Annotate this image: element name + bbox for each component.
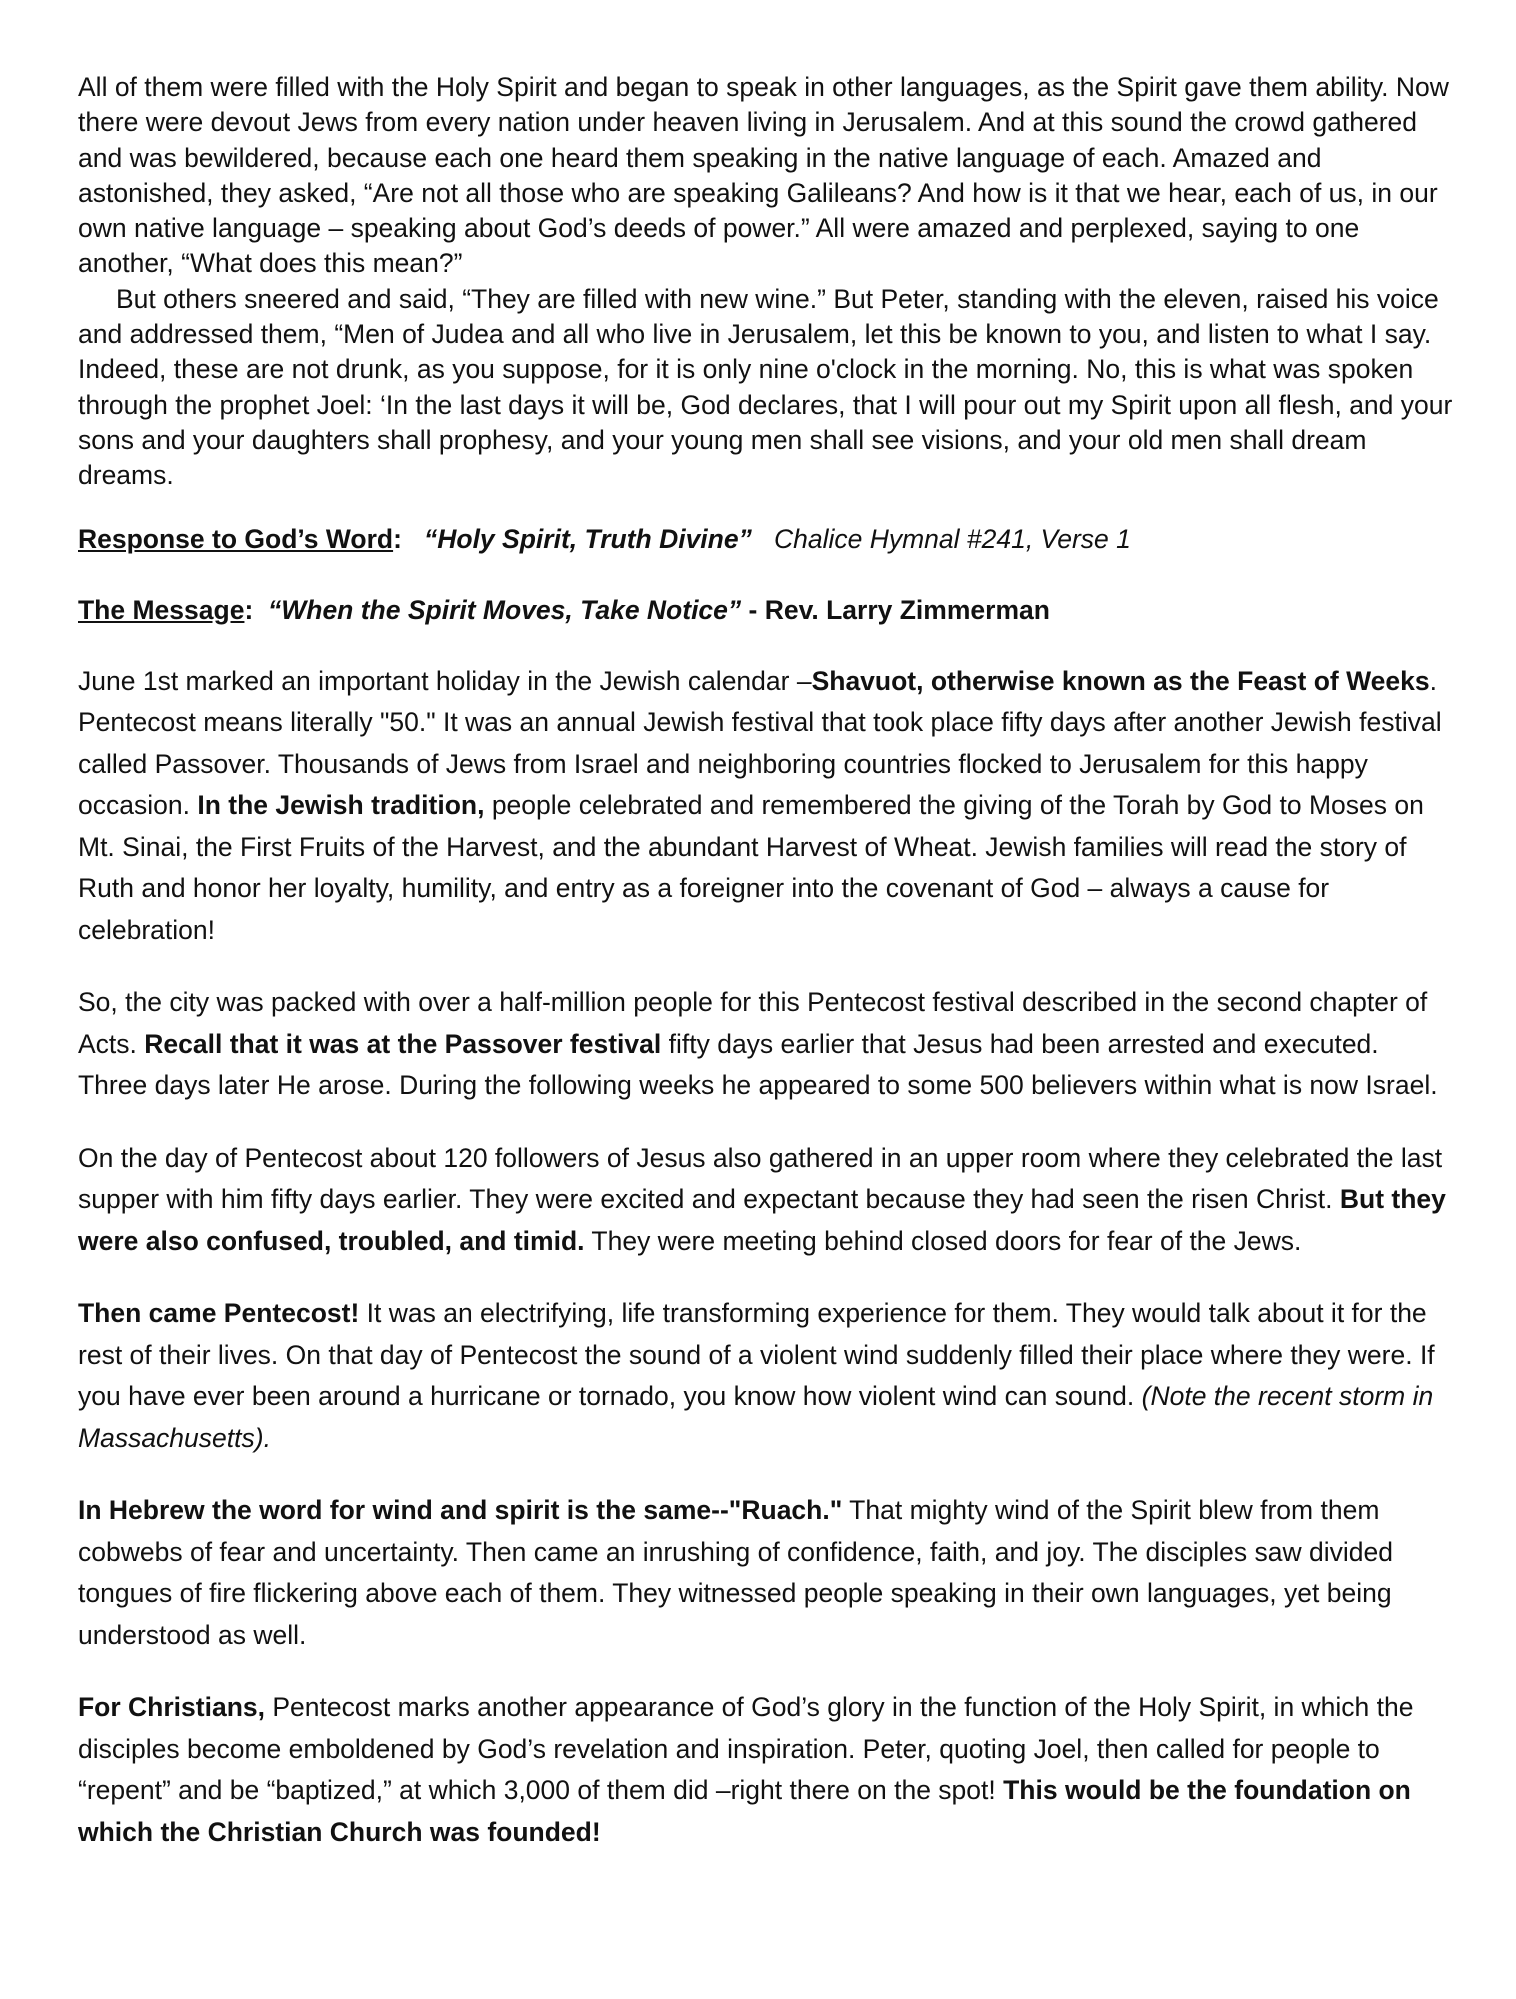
bold-run: For Christians,: [78, 1692, 266, 1723]
scripture-paragraph-1: All of them were filled with the Holy Spirit and began to speak in other languages, as the Spirit gave them ability. Now there were devout Jews from every nation under heaven living in Jerusalem. And at this sound the crowd gathered and was bewildered, because each one heard them speaking in the native language of each. Amazed and astonished, they asked, “Are not all those who are speaking Galileans? And how is it that we hear, each of us, in our own native language – speaking about God’s deeds of power.” All were amazed and perplexed, saying to one another, “What does this mean?”: [78, 72, 1449, 279]
bold-run: Then came Pentecost!: [78, 1298, 360, 1329]
italic-run: (Note the recent storm in Massachusetts).: [78, 1381, 1434, 1453]
message-line: The Message: “When the Spirit Moves, Take Notice” - Rev. Larry Zimmerman: [78, 594, 1050, 625]
text-run: That mighty wind of the Spirit blew from them cobwebs of fear and uncertainty. Then came an inrushing of confidence, faith, and joy. The disciples saw divided tongues of fire flickering above each of them. They witnessed people speaking in their own languages, yet being understood as well.: [78, 1495, 1393, 1650]
scripture-reading: [78, 70, 1453, 494]
body-paragraph-3: [78, 1138, 1453, 1263]
text-run: Pentecost marks another appearance of God’s glory in the function of the Holy Spirit, in which the disciples become emboldened by God’s revelation and inspiration. Peter, quoting Joel, then called for people to “repent” and be “baptized,” at which 3,000 of them did –right there on the spot!: [78, 1692, 1414, 1806]
response-line: Response to God’s Word: “Holy Spirit, Truth Divine” Chalice Hymnal #241, Verse 1: [78, 523, 1131, 554]
response-hymnal: Chalice Hymnal #241, Verse 1: [773, 523, 1131, 554]
body-paragraph-4: [78, 1293, 1453, 1459]
body-paragraph-5: [78, 1490, 1453, 1656]
scripture-paragraph-2: But others sneered and said, “They are filled with new wine.” But Peter, standing with the eleven, raised his voice and addressed them, “Men of Judea and all who live in Jerusalem, let this be known to you, and listen to what I say. Indeed, these are not drunk, as you suppose, for it is only nine o'clock in the morning. No, this is what was spoken through the prophet Joel: ‘In the last days it will be, God declares, that I will pour out my Spirit upon all flesh, and your sons and your daughters shall prophesy, and your young men shall see visions, and your old men shall dream dreams.: [78, 283, 1453, 491]
bold-run: Recall that it was at the Passover festival: [144, 1028, 662, 1059]
document-page: [78, 70, 1453, 1853]
body-paragraph-1: [78, 661, 1453, 952]
text-run: . Pentecost means literally "50." It was an annual Jewish festival that took place fifty days after another Jewish festival called Passover. Thousands of Jews from Israel and neighboring countries flocked to Jerusalem for this happy occasion.: [78, 665, 1442, 821]
text-run: So, the city was packed with over a half-million people for this Pentecost festival described in the second chapter of Acts.: [78, 987, 1428, 1059]
message-label: The Message: [78, 594, 245, 625]
bold-run: In Hebrew the word for wind and spirit is the same--"Ruach.": [78, 1495, 843, 1526]
bold-run: But they were also confused, troubled, and timid.: [78, 1184, 1446, 1256]
response-hymn-title: “Holy Spirit, Truth Divine”: [424, 523, 752, 554]
text-run: They were meeting behind closed doors for fear of the Jews.: [584, 1225, 1302, 1256]
text-run: It was an electrifying, life transforming experience for them. They would talk about it for the rest of their lives. On that day of Pentecost the sound of a violent wind suddenly filled their place where they were. If you have ever been around a hurricane or tornado, you know how violent wind can sound.: [78, 1298, 1435, 1412]
message-title: “When the Spirit Moves, Take Notice”: [268, 594, 742, 625]
bold-run: This would be the foundation on which the Christian Church was founded!: [78, 1775, 1411, 1847]
text-run: On the day of Pentecost about 120 followers of Jesus also gathered in an upper room where they celebrated the last supper with him fifty days earlier. They were excited and expectant because they had seen the risen Christ.: [78, 1142, 1443, 1215]
text-run: June 1st marked an important holiday in the Jewish calendar –: [78, 665, 812, 696]
message-speaker: - Rev. Larry Zimmerman: [741, 594, 1050, 625]
body-paragraph-6: [78, 1687, 1453, 1853]
bold-run: Shavuot, otherwise known as the Feast of Weeks: [811, 665, 1430, 696]
bold-run: In the Jewish tradition,: [197, 790, 485, 821]
response-label: Response to God’s Word: [78, 523, 394, 554]
text-run: people celebrated and remembered the giving of the Torah by God to Moses on Mt. Sinai, the First Fruits of the Harvest, and the abundant Harvest of Wheat. Jewish families will read the story of Ruth and honor her loyalty, humility, and entry as a foreigner into the covenant of God – always a cause for celebration!: [78, 790, 1424, 945]
body-paragraph-2: [78, 982, 1453, 1107]
text-run: fifty days earlier that Jesus had been arrested and executed. Three days later He arose. During the following weeks he appeared to some 500 believers within what is now Israel.: [78, 1028, 1438, 1101]
